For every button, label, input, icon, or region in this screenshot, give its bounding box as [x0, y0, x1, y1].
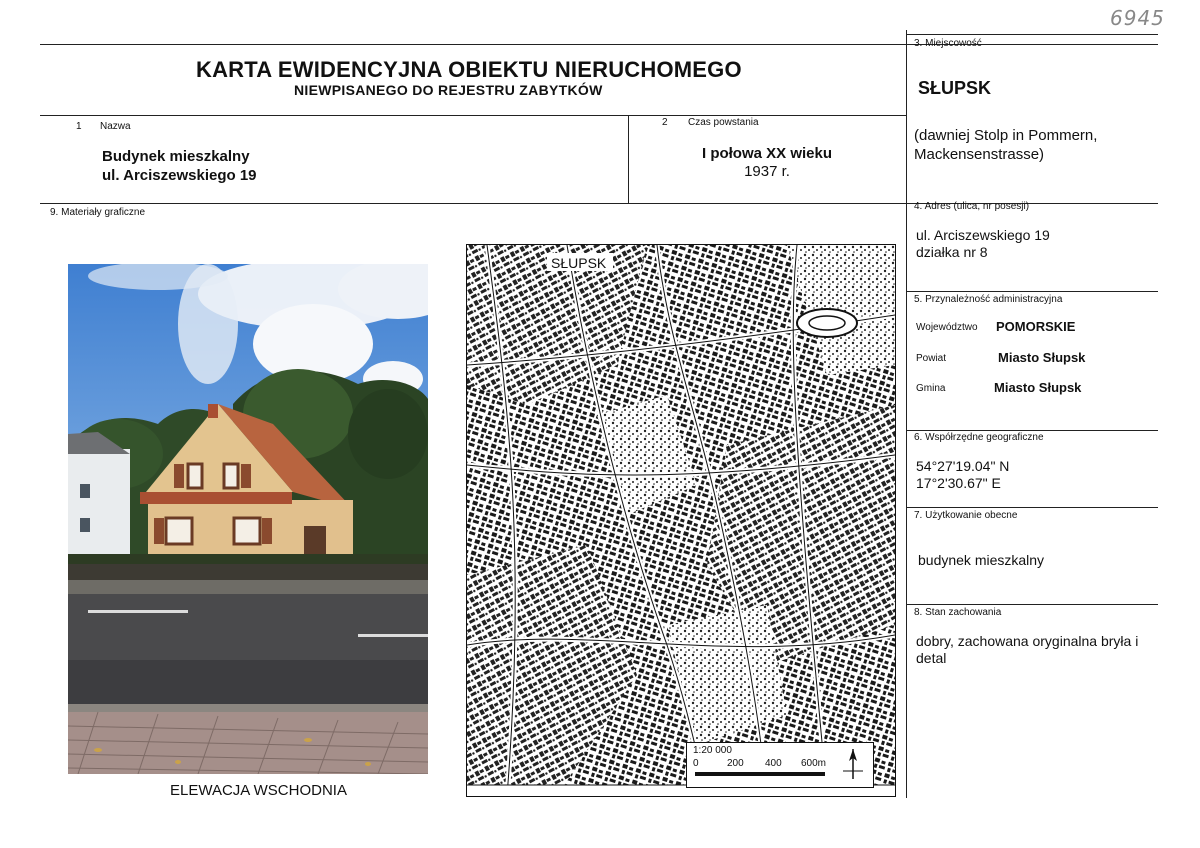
scale-tick-0: 0 — [693, 758, 699, 769]
field7-label: 7. Użytkowanie obecne — [914, 510, 1018, 521]
field3-label: 3. Miejscowość — [914, 38, 982, 49]
field2-period: I połowa XX wieku — [701, 145, 833, 162]
page-title: KARTA EWIDENCYJNA OBIEKTU NIERUCHOMEGO — [196, 57, 742, 82]
field9-label: 9. Materiały graficzne — [50, 207, 146, 218]
field5-label: 5. Przynależność administracyjna — [914, 294, 1063, 305]
county-value: Miasto Słupsk — [998, 350, 1086, 365]
f8-top-rule — [906, 604, 1158, 605]
photo-caption: ELEWACJA WSCHODNIA — [170, 782, 347, 799]
north-arrow-icon — [843, 747, 863, 781]
city-name: SŁUPSK — [918, 78, 992, 98]
f5-top-rule — [906, 291, 1158, 292]
scale-tick-400: 400 — [765, 758, 782, 769]
voivodeship-value: POMORSKIE — [996, 319, 1076, 334]
top-rule — [40, 44, 1158, 45]
field2-label: Czas powstania — [688, 117, 759, 128]
f6-top-rule — [906, 430, 1158, 431]
field2-year: 1937 r. — [744, 163, 790, 180]
f3-top-rule — [906, 34, 1158, 35]
field6-label: 6. Współrzędne geograficzne — [914, 432, 1044, 443]
latitude: 54°27'19.04" N — [916, 458, 1010, 474]
map-city-label: SŁUPSK — [551, 255, 607, 271]
map-scale — [686, 742, 874, 788]
document-number: 6945 — [1110, 6, 1165, 30]
header-bottom-rule — [40, 115, 906, 116]
field1-label: Nazwa — [100, 121, 131, 132]
commune-key: Gmina — [916, 383, 946, 394]
scale-ratio: 1:20 000 — [693, 745, 732, 756]
building-photo — [68, 264, 428, 774]
page-subtitle: NIEWPISANEGO DO REJESTRU ZABYTKÓW — [294, 82, 603, 98]
field1-number: 1 — [76, 121, 82, 132]
scale-tick-200: 200 — [727, 758, 744, 769]
location-map — [466, 244, 896, 797]
city-former-name: (dawniej Stolp in Pommern, — [914, 127, 1098, 144]
col-divider-main — [906, 30, 907, 798]
address-plot: działka nr 8 — [916, 244, 988, 260]
current-use: budynek mieszkalny — [918, 552, 1045, 568]
city-former-street: Mackensenstrasse) — [914, 146, 1045, 163]
scale-bar — [695, 772, 825, 776]
field4-label: 4. Adres (ulica, nr posesji) — [914, 201, 1030, 212]
condition-line2: detal — [916, 650, 947, 666]
f7-top-rule — [906, 507, 1158, 508]
field2-number: 2 — [662, 117, 668, 128]
county-key: Powiat — [916, 353, 947, 364]
longitude: 17°2'30.67" E — [916, 475, 1001, 491]
field1-street: ul. Arciszewskiego 19 — [102, 167, 257, 184]
field8-label: 8. Stan zachowania — [914, 607, 1002, 618]
scale-tick-600: 600m — [801, 758, 827, 769]
voivodeship-key: Województwo — [916, 322, 978, 333]
condition-line1: dobry, zachowana oryginalna bryła i — [916, 633, 1139, 649]
address-street: ul. Arciszewskiego 19 — [916, 227, 1050, 243]
commune-value: Miasto Słupsk — [994, 380, 1082, 395]
field1-name: Budynek mieszkalny — [102, 148, 250, 165]
